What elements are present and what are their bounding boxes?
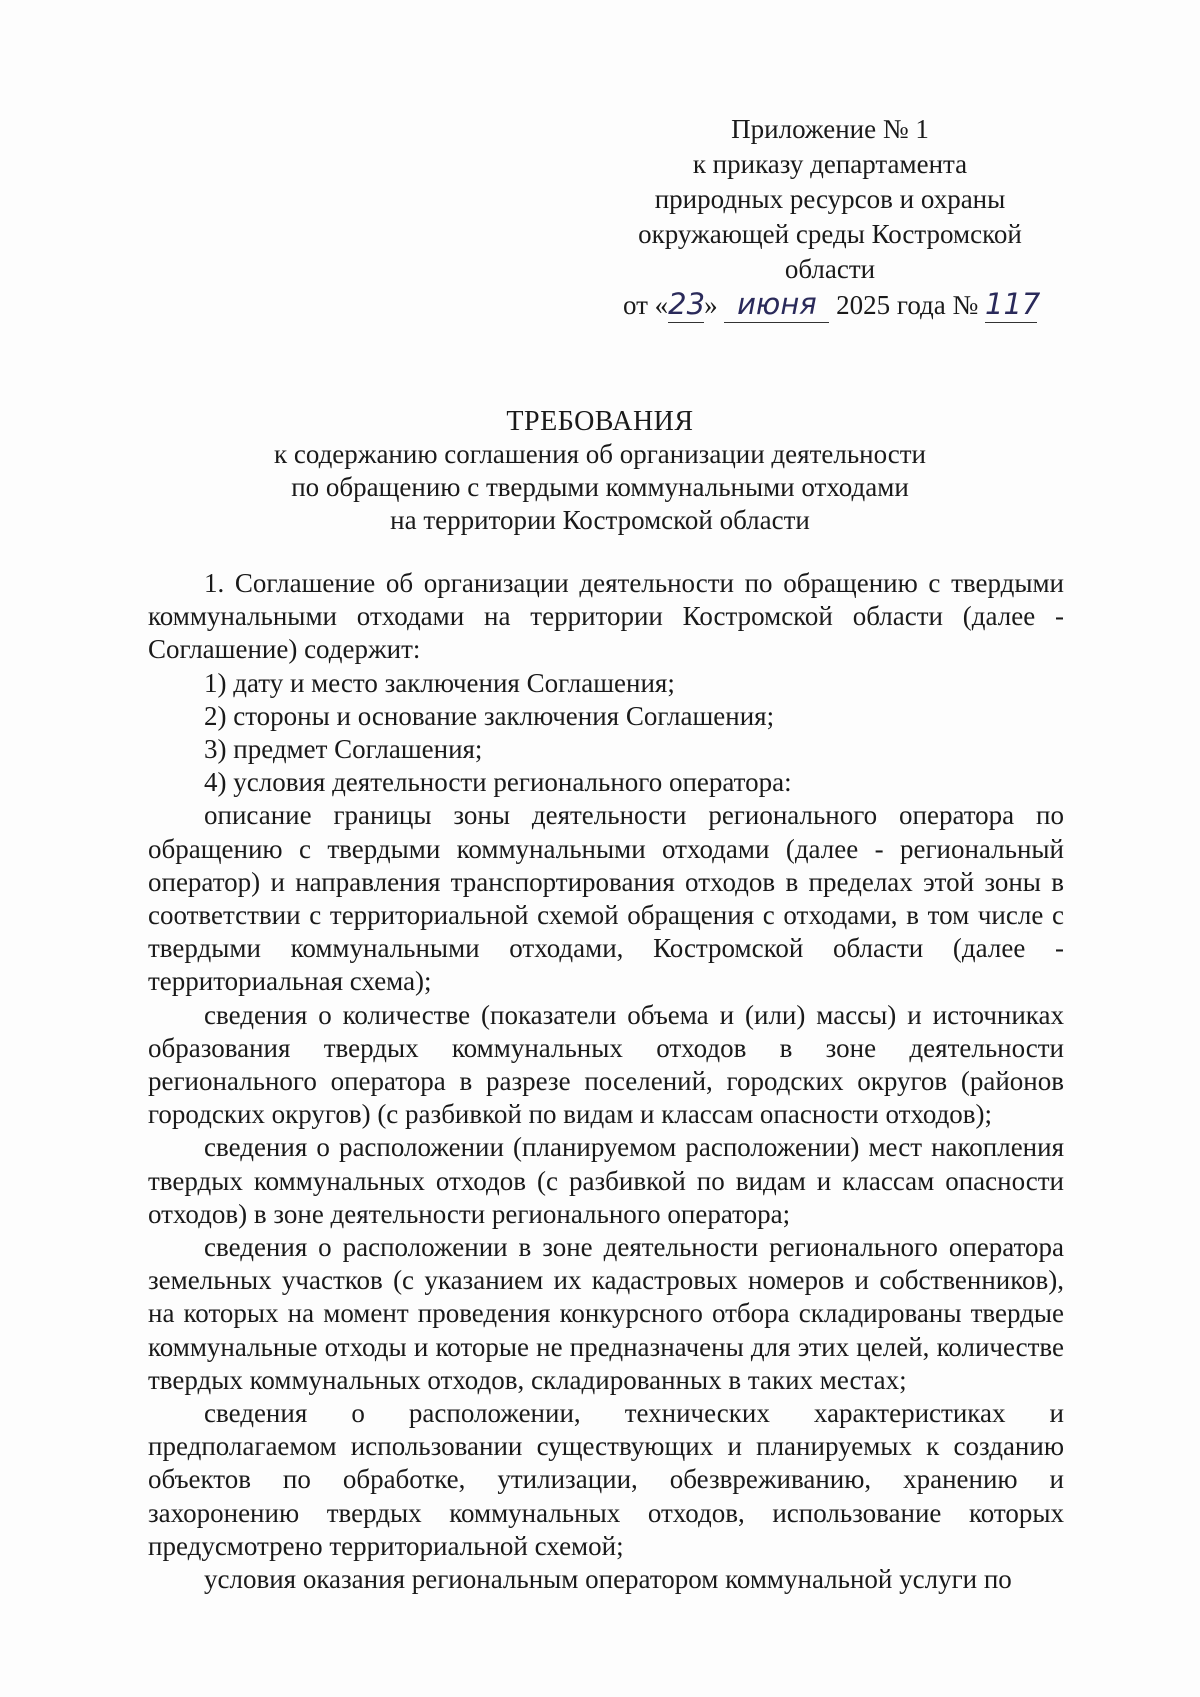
appendix-line-5: области [784, 254, 876, 284]
appendix-header [610, 112, 1050, 323]
appendix-line-1: Приложение № 1 [731, 114, 929, 144]
title-line-3: на территории Костромской области [390, 505, 810, 535]
date-prefix: от « [622, 290, 669, 320]
appendix-line-3: природных ресурсов и охраны [654, 184, 1006, 214]
title-heading: ТРЕБОВАНИЯ [506, 406, 694, 437]
appendix-line-2: к приказу департамента [692, 149, 968, 179]
date-year: 2025 года № [836, 290, 979, 320]
paragraph-waste-quantity: сведения о количестве (показатели объема и (или) массы) и источниках образования твердых коммунальных отходов в зоне деятельности регионального оператора в разрезе поселений, городских округов (районов городских округов) (с разбивкой по видам и классам опасности отходов); [148, 999, 1064, 1130]
document-body [148, 567, 1064, 1596]
handwritten-order-number: 117 [985, 287, 1041, 321]
date-close-quote: » [704, 290, 718, 320]
paragraph-service-conditions: условия оказания региональным оператором коммунальной услуги по [204, 1564, 1012, 1595]
handwritten-month: июня [724, 287, 829, 323]
document-title [140, 405, 1060, 537]
paragraph-1: 1. Соглашение об организации деятельности по обращению с твердыми коммунальными отходами на территории Костромской области (далее - Соглашение) содержит: [148, 568, 1064, 665]
order-date-line [610, 287, 1050, 323]
title-line-2: по обращению с твердыми коммунальными отходами [291, 472, 909, 502]
list-item-2: 2) стороны и основание заключения Соглашения; [204, 700, 775, 731]
paragraph-facilities: сведения о расположении, технических характеристиках и предполагаемом использовании существующих и планируемых к созданию объектов по обработке, утилизации, обезвреживанию, хранению и захоронению твердых коммунальных отходов, использование которых предусмотрено территориальной схемой; [148, 1398, 1064, 1561]
appendix-line-4: окружающей среды Костромской [638, 219, 1022, 249]
list-item-4: 4) условия деятельности регионального оператора: [204, 767, 792, 798]
list-item-3: 3) предмет Соглашения; [204, 734, 483, 765]
paragraph-land-plots: сведения о расположении в зоне деятельности регионального оператора земельных участков (с указанием их кадастровых номеров и собственников), на которых на момент проведения конкурсного отбора складированы твердые коммунальные отходы и которые не предназначены для этих целей, количестве твердых коммунальных отходов, складированных в таких местах; [148, 1232, 1064, 1395]
paragraph-zone-boundary: описание границы зоны деятельности регионального оператора по обращению с твердыми коммунальными отходами (далее - региональный оператор) и направления транспортирования отходов в пределах этой зоны в соответствии с территориальной схемой обращения с отходами, в том числе с твердыми коммунальными отходами, Костромской области (далее - территориальная схема); [148, 800, 1064, 997]
paragraph-accumulation-sites: сведения о расположении (планируемом расположении) мест накопления твердых коммунальных отходов (с разбивкой по видам и классам опасности отходов) в зоне деятельности регионального оператора; [148, 1132, 1064, 1229]
list-item-1: 1) дату и место заключения Соглашения; [204, 667, 675, 698]
title-line-1: к содержанию соглашения об организации деятельности [274, 439, 926, 469]
handwritten-day: 23 [668, 287, 706, 321]
